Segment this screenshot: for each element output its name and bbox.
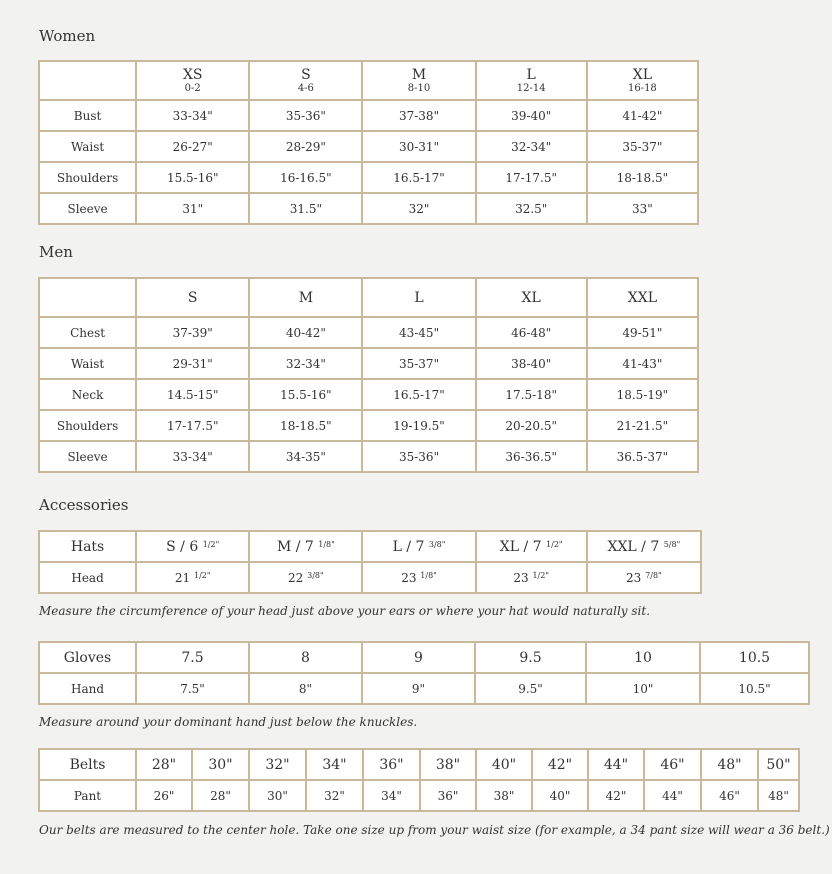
belt-size-cell: 42" — [532, 749, 588, 780]
table-cell: 18-18.5" — [249, 410, 362, 441]
table-row — [39, 562, 701, 593]
table-cell: 31" — [136, 193, 249, 224]
row-label: Bust — [39, 100, 136, 131]
table-cell: 23 $^{1/8"}$ — [362, 562, 475, 593]
table-row — [39, 379, 698, 410]
table-cell: 32" — [306, 780, 363, 811]
table-cell: 16.5-17" — [362, 162, 475, 193]
row-label: Shoulders — [39, 410, 136, 441]
row-label: Shoulders — [39, 162, 136, 193]
women-size-header: XS 0-2 — [136, 61, 249, 100]
table-cell: 48" — [758, 780, 799, 811]
row-label: Waist — [39, 131, 136, 162]
table-row — [39, 441, 698, 472]
men-heading: Men — [39, 243, 73, 261]
belt-size-cell: 32" — [249, 749, 306, 780]
hat-size-cell: S / 6 $^{1/2"}$ — [136, 531, 249, 562]
table-cell: 41-43" — [587, 348, 698, 379]
gloves-size-table — [38, 641, 810, 705]
table-cell: 17-17.5" — [476, 162, 587, 193]
hat-size-cell: M / 7 $^{1/8"}$ — [249, 531, 362, 562]
table-cell: 40" — [532, 780, 588, 811]
women-size-table — [38, 60, 699, 225]
accessories-heading: Accessories — [39, 496, 129, 514]
table-cell: 37-39" — [136, 317, 249, 348]
table-cell: 28" — [192, 780, 249, 811]
hats-note: Measure the circumference of your head just above your ears or where your hat would naturally sit. — [39, 604, 651, 618]
women-size-header: S 4-6 — [249, 61, 362, 100]
gloves-label: Gloves — [39, 642, 136, 673]
belts-label: Belts — [39, 749, 136, 780]
table-cell: 35-36" — [362, 441, 475, 472]
table-row — [39, 780, 799, 811]
table-row — [39, 348, 698, 379]
row-label: Waist — [39, 348, 136, 379]
table-cell: 36-36.5" — [476, 441, 587, 472]
table-cell: 33-34" — [136, 441, 249, 472]
glove-size-cell: 10.5 — [700, 642, 809, 673]
table-cell: 21 $^{1/2"}$ — [136, 562, 249, 593]
table-cell: 17.5-18" — [476, 379, 587, 410]
belt-size-cell: 30" — [192, 749, 249, 780]
table-cell: 32.5" — [476, 193, 587, 224]
men-size-header: M — [249, 278, 362, 317]
table-cell: 19-19.5" — [362, 410, 475, 441]
table-cell: 9" — [362, 673, 475, 704]
table-cell: 44" — [644, 780, 701, 811]
belts-header-row — [39, 749, 799, 780]
men-size-table — [38, 277, 699, 473]
hat-size-cell: L / 7 $^{3/8"}$ — [362, 531, 475, 562]
table-cell: 23 $^{7/8"}$ — [587, 562, 701, 593]
table-cell: 32-34" — [476, 131, 587, 162]
hats-size-table — [38, 530, 702, 594]
hats-header-row — [39, 531, 701, 562]
table-cell: 26-27" — [136, 131, 249, 162]
men-size-header: XL — [476, 278, 587, 317]
table-cell: 31.5" — [249, 193, 362, 224]
belt-size-cell: 50" — [758, 749, 799, 780]
glove-size-cell: 7.5 — [136, 642, 249, 673]
belts-note: Our belts are measured to the center hole. Take one size up from your waist size (for example, a 34 pant size will wear a 36 belt.) — [39, 823, 830, 837]
table-cell: 46" — [701, 780, 758, 811]
row-label: Head — [39, 562, 136, 593]
belt-size-cell: 34" — [306, 749, 363, 780]
table-row — [39, 410, 698, 441]
belt-size-cell: 48" — [701, 749, 758, 780]
glove-size-cell: 10 — [586, 642, 700, 673]
table-cell: 33-34" — [136, 100, 249, 131]
hat-size-cell: XL / 7 $^{1/2"}$ — [476, 531, 587, 562]
table-cell: 49-51" — [587, 317, 698, 348]
row-label: Sleeve — [39, 193, 136, 224]
glove-size-cell: 9.5 — [475, 642, 586, 673]
table-row — [39, 162, 698, 193]
table-cell: 32" — [362, 193, 475, 224]
row-label: Hand — [39, 673, 136, 704]
glove-size-cell: 9 — [362, 642, 475, 673]
table-cell: 23 $^{1/2"}$ — [476, 562, 587, 593]
table-cell: 32-34" — [249, 348, 362, 379]
table-cell: 30-31" — [362, 131, 475, 162]
table-cell: 35-37" — [362, 348, 475, 379]
table-row — [39, 193, 698, 224]
table-cell: 10.5" — [700, 673, 809, 704]
glove-size-cell: 8 — [249, 642, 362, 673]
table-cell: 15.5-16" — [249, 379, 362, 410]
table-cell: 10" — [586, 673, 700, 704]
belt-size-cell: 28" — [136, 749, 192, 780]
belt-size-cell: 40" — [476, 749, 532, 780]
women-heading: Women — [39, 27, 96, 45]
hats-label: Hats — [39, 531, 136, 562]
men-corner-cell — [39, 278, 136, 317]
women-size-header: M 8-10 — [362, 61, 475, 100]
table-cell: 41-42" — [587, 100, 698, 131]
table-cell: 37-38" — [362, 100, 475, 131]
table-cell: 40-42" — [249, 317, 362, 348]
row-label: Pant — [39, 780, 136, 811]
table-cell: 46-48" — [476, 317, 587, 348]
men-size-header: L — [362, 278, 475, 317]
table-row — [39, 673, 809, 704]
table-cell: 38-40" — [476, 348, 587, 379]
table-cell: 16-16.5" — [249, 162, 362, 193]
belt-size-cell: 36" — [363, 749, 420, 780]
table-cell: 34-35" — [249, 441, 362, 472]
table-cell: 18-18.5" — [587, 162, 698, 193]
row-label: Chest — [39, 317, 136, 348]
table-row — [39, 317, 698, 348]
table-cell: 43-45" — [362, 317, 475, 348]
men-header-row — [39, 278, 698, 317]
table-row — [39, 131, 698, 162]
women-header-row — [39, 61, 698, 100]
table-row — [39, 100, 698, 131]
gloves-header-row — [39, 642, 809, 673]
table-cell: 33" — [587, 193, 698, 224]
table-cell: 30" — [249, 780, 306, 811]
gloves-note: Measure around your dominant hand just below the knuckles. — [39, 715, 418, 729]
table-cell: 8" — [249, 673, 362, 704]
table-cell: 18.5-19" — [587, 379, 698, 410]
row-label: Sleeve — [39, 441, 136, 472]
belt-size-cell: 44" — [588, 749, 644, 780]
table-cell: 22 $^{3/8"}$ — [249, 562, 362, 593]
table-cell: 42" — [588, 780, 644, 811]
table-cell: 39-40" — [476, 100, 587, 131]
table-cell: 17-17.5" — [136, 410, 249, 441]
men-size-header: S — [136, 278, 249, 317]
men-size-header: XXL — [587, 278, 698, 317]
women-size-header: L 12-14 — [476, 61, 587, 100]
hat-size-cell: XXL / 7 $^{5/8"}$ — [587, 531, 701, 562]
table-cell: 35-36" — [249, 100, 362, 131]
table-cell: 7.5" — [136, 673, 249, 704]
table-cell: 36" — [420, 780, 476, 811]
table-cell: 20-20.5" — [476, 410, 587, 441]
belt-size-cell: 46" — [644, 749, 701, 780]
table-cell: 35-37" — [587, 131, 698, 162]
table-cell: 29-31" — [136, 348, 249, 379]
table-cell: 15.5-16" — [136, 162, 249, 193]
women-size-header: XL 16-18 — [587, 61, 698, 100]
table-cell: 28-29" — [249, 131, 362, 162]
table-cell: 38" — [476, 780, 532, 811]
row-label: Neck — [39, 379, 136, 410]
belts-size-table — [38, 748, 800, 812]
table-cell: 26" — [136, 780, 192, 811]
table-cell: 14.5-15" — [136, 379, 249, 410]
table-cell: 16.5-17" — [362, 379, 475, 410]
table-cell: 34" — [363, 780, 420, 811]
table-cell: 21-21.5" — [587, 410, 698, 441]
women-corner-cell — [39, 61, 136, 100]
table-cell: 9.5" — [475, 673, 586, 704]
table-cell: 36.5-37" — [587, 441, 698, 472]
belt-size-cell: 38" — [420, 749, 476, 780]
